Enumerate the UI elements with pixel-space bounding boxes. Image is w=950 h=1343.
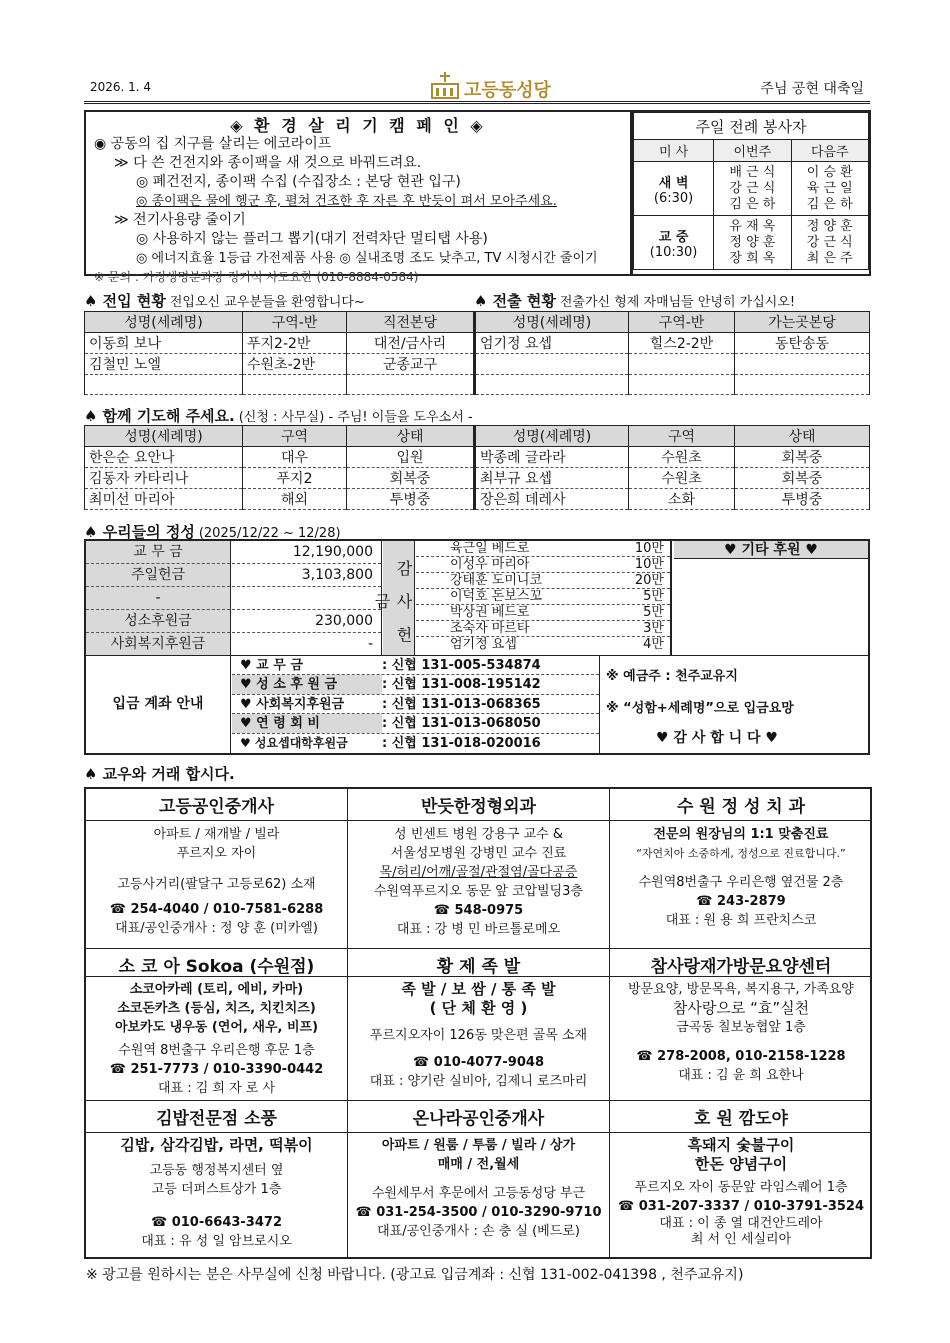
- cell: [85, 375, 243, 395]
- campaign-line: ◉ 공동의 집 지구를 살리는 에코라이프: [94, 136, 332, 152]
- thanks-name: 엄기정 요셉: [450, 637, 517, 652]
- campaign-box: [84, 110, 632, 284]
- thanks-amount: 10만: [634, 557, 664, 572]
- offering-values: [232, 541, 382, 655]
- thanks-amount: 3만: [643, 621, 664, 636]
- ad-body: [610, 977, 872, 1101]
- offering-title: ♠ 우리들의 정성: [84, 523, 195, 541]
- account-number: : 신협 131-013-068365: [382, 697, 541, 712]
- server: 최 은 주: [806, 250, 853, 266]
- feast-name: 주님 공현 대축일: [760, 81, 864, 97]
- bulletin-header: [84, 72, 870, 104]
- ad-line: 소코아카레 (토리, 에비, 카마): [129, 982, 304, 997]
- cell: 대우: [243, 447, 347, 468]
- thanks-row: [416, 621, 670, 637]
- ad-line: ☎ 254-4040 / 010-7581-6288: [109, 902, 324, 917]
- church-icon: [430, 72, 460, 100]
- ad-line: 한돈 양념구이: [694, 1155, 788, 1173]
- cell: 소화: [629, 489, 735, 510]
- account-row: [232, 734, 599, 753]
- account-name: ♥ 성 소 후 원 금: [232, 675, 382, 694]
- account-label: 입금 계좌 안내: [86, 656, 231, 753]
- ad-line: 수원세무서 후문에서 고등동성당 부근: [371, 1186, 586, 1201]
- thanks-row: [416, 605, 670, 621]
- ad-line: 참사랑으로 “효”실천: [672, 999, 810, 1017]
- prayer-title: ♠ 함께 기도해 주세요.: [84, 407, 235, 425]
- ad-line: ( 단 체 환 영 ): [429, 999, 528, 1017]
- ads-grid: [84, 787, 872, 1259]
- ad-line: ☎ 251-7773 / 010-3390-0442: [109, 1062, 324, 1077]
- ad-name: 호 원 깜도야: [610, 1101, 872, 1133]
- footer-note: ※ 광고를 원하시는 분은 사무실에 신청 바랍니다. (광고료 입금계좌 : 신협 131-002-041398 , 천주교유지): [86, 1267, 744, 1283]
- cell: 푸지2-2반: [243, 333, 347, 354]
- ad-line: 대표 : 이 종 열 대건안드레아: [659, 1216, 823, 1231]
- ad-line: 대표/공인중개사 : 손 충 실 (베드로): [377, 1224, 580, 1239]
- ad-line: 목/허리/어깨/골절/관절염/골다공증: [379, 865, 578, 880]
- cell: [629, 375, 735, 395]
- prayer-table: [84, 425, 870, 510]
- cell: [735, 354, 870, 375]
- server: 정 양 훈: [729, 234, 776, 250]
- cell: 김동자 카타리나: [85, 468, 243, 489]
- account-list: [232, 656, 600, 753]
- account-name: ♥ 사회복지후원금: [240, 697, 345, 712]
- ad-line: 고등 더퍼스트상가 1층: [151, 1182, 282, 1197]
- ad-line: 대표 : 유 성 일 암브로시오: [141, 1234, 292, 1249]
- thanks-amount: 10만: [634, 541, 664, 556]
- ad-line: ☎ 031-207-3337 / 010-3791-3524: [617, 1199, 865, 1214]
- mass-time: (10:30): [649, 244, 698, 260]
- ad-line: 대표 : 원 용 희 프란치스코: [665, 913, 817, 928]
- ad-name: 김밥전문점 소풍: [86, 1101, 348, 1133]
- thanks-amount: 5만: [643, 605, 664, 620]
- ad-line: 대표/공인중개사 : 정 양 훈 (미카엘): [115, 921, 318, 936]
- thanks-name: 이덕호 돈보스꼬: [450, 589, 543, 604]
- ad-line: 성 빈센트 병원 강용구 교수 &: [394, 827, 563, 842]
- server: 정 양 훈: [806, 218, 853, 234]
- ad-line: ☎ 010-6643-3472: [150, 1215, 282, 1230]
- ad-body: [610, 1133, 872, 1257]
- col-header: 상태: [735, 426, 870, 447]
- thanks-amount: 5만: [643, 589, 664, 604]
- move-in-title: ♠ 전입 현황: [84, 292, 166, 310]
- cell: 투병중: [735, 489, 870, 510]
- server: 육 근 일: [806, 180, 853, 196]
- ad-body: [348, 1133, 610, 1257]
- church-name: [464, 76, 551, 102]
- ad-line: 아파트 / 재개발 / 빌라: [153, 827, 280, 842]
- thanks-name: 육근일 베드로: [450, 541, 530, 556]
- ad-name: 반듯한정형외과: [348, 789, 610, 821]
- server: 이 승 환: [806, 164, 853, 180]
- ad-line: 김밥, 삼각김밥, 라면, 떡볶이: [120, 1136, 313, 1154]
- ad-line: “자연치아 소중하게, 정성으로 진료합니다.”: [636, 847, 846, 860]
- ad-line: 아파트 / 원룸 / 투룸 / 빌라 / 상가: [381, 1138, 576, 1153]
- thanks-name: 박상권 베드로: [450, 605, 530, 620]
- offering-label: -: [86, 587, 230, 610]
- offering-value: 3,103,800: [232, 564, 381, 587]
- cell: 한은순 요안나: [85, 447, 243, 468]
- ad-line: ☎ 278-2008, 010-2158-1228: [636, 1049, 846, 1064]
- col-header: 성명(세례명): [475, 312, 629, 333]
- move-in-sub: 전입오신 교우분들을 환영합니다~: [169, 295, 365, 310]
- church-name-text: 고등동성당: [464, 80, 551, 101]
- campaign-line: ◎ 폐건전지, 종이팩 수집 (수집장소 : 본당 현관 입구): [136, 174, 461, 190]
- ad-name: 황 제 족 발: [348, 949, 610, 977]
- servers-table: [633, 112, 869, 270]
- offering-label: 성소후원금: [86, 610, 230, 633]
- ad-line: 방문요양, 방문목욕, 복지용구, 가족요양: [628, 982, 854, 997]
- cell: 군종교구: [347, 354, 475, 375]
- cell: 투병중: [347, 489, 475, 510]
- thanks-row: [416, 573, 670, 589]
- servers-col: 미 사: [634, 140, 714, 162]
- ad-line: 대표 : 강 병 민 바르톨로메오: [396, 922, 561, 937]
- cell: 푸지2: [243, 468, 347, 489]
- thanks-amount: 4만: [643, 637, 664, 652]
- ad-line: 고등사거리(팔달구 고등로62) 소재: [117, 877, 316, 892]
- servers-title: 주일 전례 봉사자: [634, 113, 869, 140]
- server: 유 재 옥: [729, 218, 776, 234]
- ad-body: [86, 821, 348, 949]
- ad-body: [86, 1133, 348, 1257]
- ad-name: 소 코 아 Sokoa (수원점): [86, 949, 348, 977]
- cell: 회복중: [735, 468, 870, 489]
- col-header: 성명(세례명): [85, 312, 243, 333]
- ad-body: [348, 977, 610, 1101]
- cell: [475, 354, 629, 375]
- ad-line: ☎ 010-4077-9048: [412, 1055, 544, 1070]
- cell: [243, 375, 347, 395]
- ad-body: [86, 977, 348, 1101]
- ad-name: 수 원 정 성 치 과: [610, 789, 872, 821]
- offering-value: [232, 587, 381, 610]
- prayer-heading: [84, 405, 473, 426]
- ad-line: 푸르지오자이 126동 맞은편 골목 소재: [369, 1028, 588, 1043]
- col-header: 구역: [243, 426, 347, 447]
- ad-body: [610, 821, 872, 949]
- ad-line: 전문의 원장님의 1:1 맞춤진료: [653, 827, 829, 842]
- move-out-title: ♠ 전출 현황: [474, 292, 556, 310]
- account-number: : 신협 131-008-195142: [382, 677, 541, 692]
- cell: 장은희 데레사: [475, 489, 629, 510]
- mass-name: 새 벽: [658, 175, 689, 191]
- cell: 입원: [347, 447, 475, 468]
- campaign-line: ◎ 사용하지 않는 플러그 뽑기(대기 전력차단 멀티탭 사용): [136, 231, 488, 247]
- col-header: 상태: [347, 426, 475, 447]
- campaign-line: ≫ 전기사용량 줄이기: [114, 212, 246, 228]
- move-in-heading: [84, 290, 365, 311]
- account-number: : 신협 131-018-020016: [382, 736, 541, 751]
- thanks-row: [416, 637, 670, 653]
- ad-body: [348, 821, 610, 949]
- liturgy-servers-box: [631, 110, 871, 276]
- server: 장 희 옥: [729, 250, 776, 266]
- account-row: [232, 695, 599, 714]
- mass-time: (6:30): [653, 190, 694, 206]
- account-number: : 신협 131-013-068050: [382, 716, 541, 731]
- campaign-title: ◈ 환 경 살 리 기 캠 페 인 ◈: [230, 116, 486, 135]
- cell: 힐스2-2반: [629, 333, 735, 354]
- ad-line: ☎ 243-2879: [696, 894, 786, 909]
- thanks-name: 조숙자 마르타: [450, 621, 530, 636]
- cell: [475, 375, 629, 395]
- thanks-row: [416, 589, 670, 605]
- servers-col: 다음주: [791, 140, 868, 162]
- ad-line: 푸르지오 자이: [176, 846, 257, 861]
- offering-label: 주일헌금: [86, 564, 230, 587]
- server: 강 근 식: [729, 180, 776, 196]
- cell: 수원초: [629, 447, 735, 468]
- ads-heading: ♠ 교우와 거래 합시다.: [84, 765, 235, 783]
- account-name: ♥ 교 무 금: [240, 658, 303, 673]
- thanks-name: 이성우 마리아: [450, 557, 530, 572]
- campaign-line: ◎ 종이팩은 물에 헹군 후, 펼쳐 건조한 후 자른 후 반듯이 펴서 모아주세요.: [136, 194, 557, 209]
- ad-line: 푸르지오 자이 동문앞 라임스퀘어 1층: [634, 1180, 848, 1195]
- thanks-row: [416, 557, 670, 573]
- cell: 회복중: [735, 447, 870, 468]
- ad-line: 매매 / 전,월세: [437, 1157, 520, 1172]
- col-header: 구역-반: [243, 312, 347, 333]
- offering-box: [84, 539, 870, 755]
- account-number: : 신협 131-005-534874: [382, 658, 541, 673]
- other-support-title: ♥ 기타 후원 ♥: [674, 541, 868, 559]
- cell: [347, 375, 475, 395]
- account-name: ♥ 연 령 회 비: [232, 714, 382, 733]
- thanks-label: 감 사 헌 금: [383, 541, 415, 655]
- ad-line: 족 발 / 보 쌈 / 통 족 발: [401, 980, 556, 998]
- cell: 동탄송동: [735, 333, 870, 354]
- ad-line: 대표 : 김 희 자 로 사: [157, 1081, 276, 1096]
- thanks-amount: 20만: [634, 573, 664, 588]
- server: 김 은 하: [806, 196, 853, 212]
- ad-line: 서울성모병원 강병민 교수 진료: [390, 846, 567, 861]
- ad-line: 수원역 8번출구 우리은행 후문 1층: [118, 1043, 315, 1058]
- cell: 수원초-2반: [243, 354, 347, 375]
- col-header: 구역: [629, 426, 735, 447]
- ad-line: 대표 : 김 윤 희 요한나: [678, 1068, 804, 1083]
- move-out-heading: [474, 290, 795, 311]
- ad-line: 금곡동 칠보농협앞 1층: [676, 1020, 806, 1035]
- offering-label: 교 무 금: [86, 541, 230, 564]
- account-holder-note: ※ 예금주 : 천주교유지: [606, 669, 738, 684]
- offering-value: 12,190,000: [232, 541, 381, 564]
- cell: 대전/금사리: [347, 333, 475, 354]
- server: 강 근 식: [806, 234, 853, 250]
- account-row: [232, 656, 599, 675]
- col-header: 직전본당: [347, 312, 475, 333]
- cell: 수원초: [629, 468, 735, 489]
- account-name: ♥ 성요셉대학후원금: [240, 736, 348, 750]
- ad-name: 고등공인중개사: [86, 789, 348, 821]
- move-out-sub: 전출가신 형제 자매님들 안녕히 가십시오!: [559, 295, 796, 310]
- ad-line: 아보카도 냉우동 (연어, 새우, 비프): [114, 1020, 319, 1035]
- ad-line: ☎ 031-254-3500 / 010-3290-9710: [355, 1205, 602, 1220]
- ad-line: 대표 : 양기란 실비아, 김제니 로즈마리: [369, 1074, 588, 1089]
- move-table: [84, 311, 870, 395]
- mass-name: 교 중: [658, 229, 689, 245]
- thanks-list: [416, 541, 672, 655]
- cell: [629, 354, 735, 375]
- col-header: 가는곳본당: [735, 312, 870, 333]
- col-header: 성명(세례명): [475, 426, 629, 447]
- cell: 회복중: [347, 468, 475, 489]
- cell: 최미선 마리아: [85, 489, 243, 510]
- ad-line: 수원역8번출구 우리은행 옆건물 2층: [638, 875, 844, 890]
- servers-col: 이번주: [714, 140, 791, 162]
- thanks-note: ♥ 감 사 합 니 다 ♥: [656, 730, 778, 746]
- cell: 해외: [243, 489, 347, 510]
- col-header: 구역-반: [629, 312, 735, 333]
- cell: 박종례 글라라: [475, 447, 629, 468]
- offering-period: (2025/12/22 ~ 12/28): [198, 526, 341, 541]
- ad-line: 수원역푸르지오 동문 앞 코압빌딩3층: [373, 884, 584, 899]
- ad-line: 고등동 행정복지센터 옆: [149, 1163, 284, 1178]
- ad-line: 소코돈카츠 (등심, 치즈, 치킨치즈): [117, 1001, 316, 1016]
- ad-name: 온나라공인중개사: [348, 1101, 610, 1133]
- campaign-line: ◎ 에너지효율 1등급 가전제품 사용 ◎ 실내조명 조도 낮추고, TV 시청시간 줄이기: [136, 251, 598, 266]
- campaign-line: ≫ 다 쓴 건전지와 종이팩을 새 것으로 바꿔드려요.: [114, 155, 422, 171]
- prayer-sub: (신청 : 사무실) - 주님! 이들을 도우소서 -: [238, 410, 473, 425]
- offering-value: -: [367, 636, 373, 652]
- ad-line: ☎ 548-0975: [433, 903, 524, 918]
- cell: 이동희 보나: [85, 333, 243, 354]
- offering-label: 사회복지후원금: [110, 636, 206, 652]
- server: 김 은 하: [729, 196, 776, 212]
- account-row: [232, 714, 599, 734]
- col-header: 성명(세례명): [85, 426, 243, 447]
- server: 배 근 식: [729, 164, 776, 180]
- cell: 엄기정 요셉: [475, 333, 629, 354]
- deposit-note: ※ “성함+세례명”으로 입금요망: [606, 701, 794, 716]
- cell: 김철민 노엘: [85, 354, 243, 375]
- thanks-row: [416, 541, 670, 557]
- cell: 최부규 요셉: [475, 468, 629, 489]
- cell: [735, 375, 870, 395]
- thanks-name: 강태훈 도미니코: [450, 573, 543, 588]
- offering-labels: [86, 541, 231, 655]
- offering-value: 230,000: [232, 610, 381, 633]
- bulletin-date: 2026. 1. 4: [90, 80, 152, 94]
- ad-line: 최 서 인 세실리아: [690, 1232, 792, 1247]
- account-row: [232, 675, 599, 695]
- ad-name: 참사랑재가방문요양센터: [610, 949, 872, 977]
- campaign-contact: ※ 문의 : 가정생명분과장 정기석 사도요한 (010-8884-0584): [94, 270, 419, 284]
- ad-line: 흑돼지 숯불구이: [687, 1136, 795, 1154]
